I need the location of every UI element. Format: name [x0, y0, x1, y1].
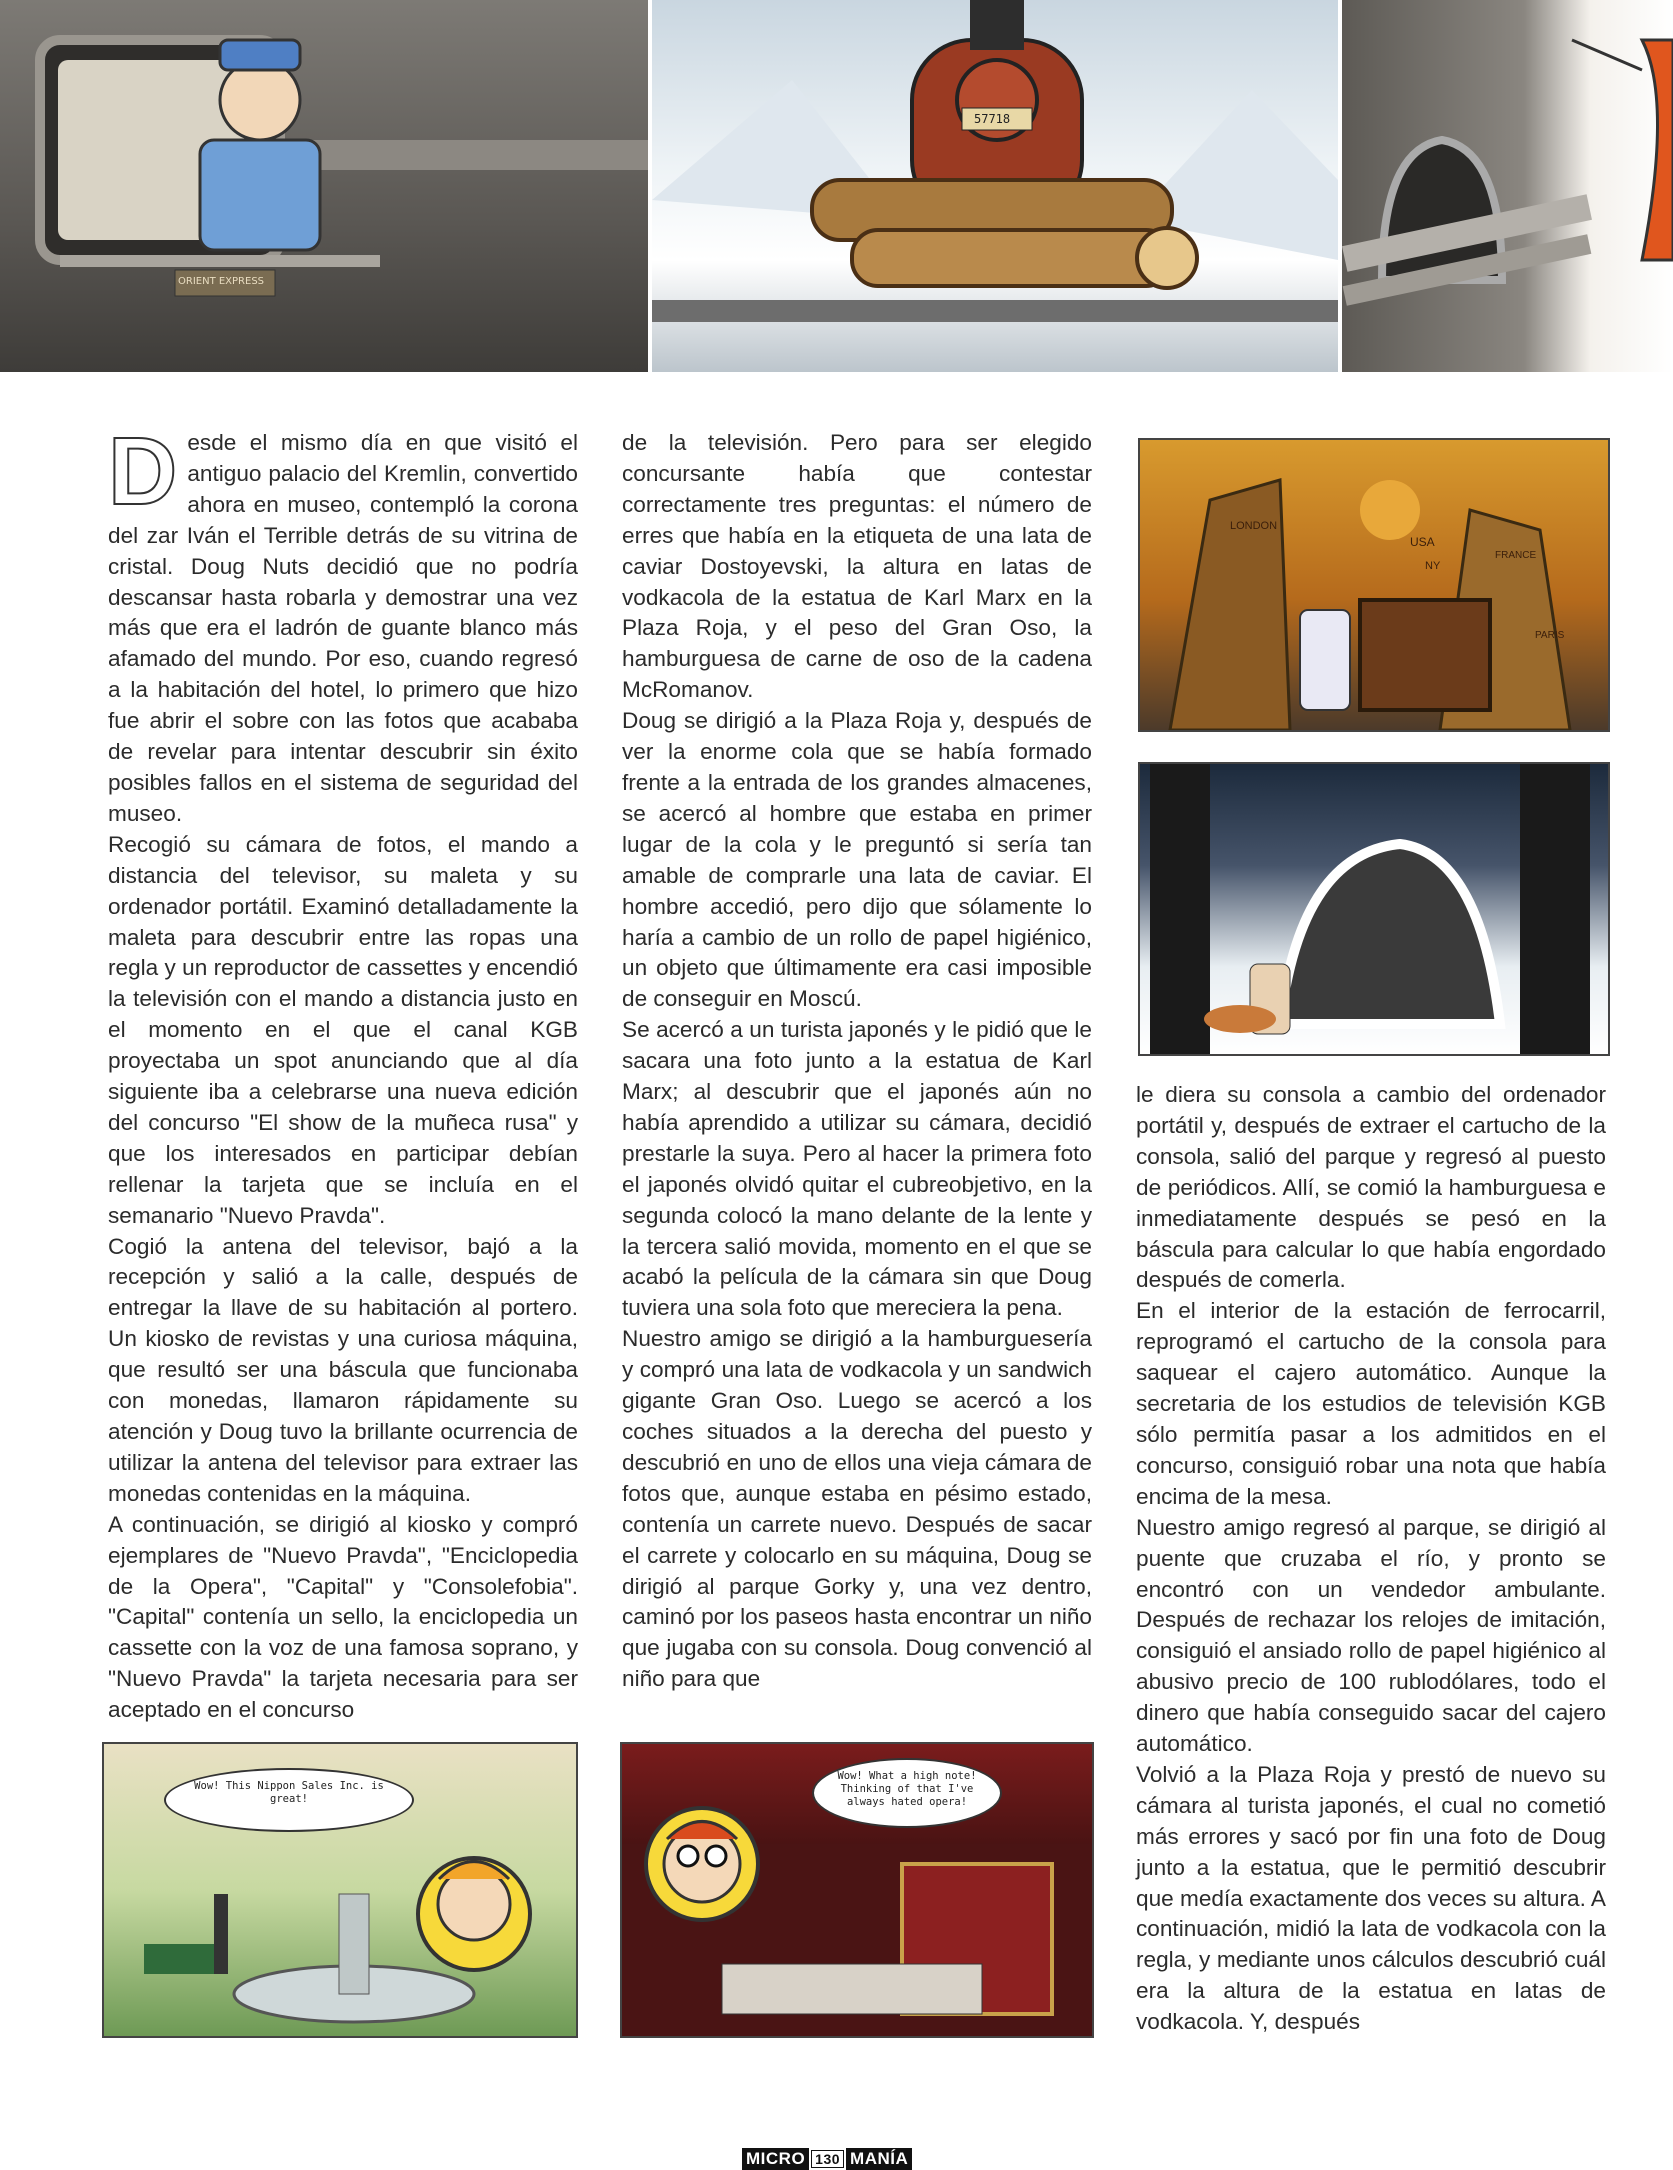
- banner-sign-text: ORIENT EXPRESS: [178, 276, 265, 287]
- footer-magazine-logo: [742, 2148, 912, 2170]
- footer-brand-left: MICRO: [742, 2148, 809, 2170]
- souvenir-scene: [1140, 440, 1608, 730]
- paragraph: Recogió su cámara de fotos, el mando a distancia del televisor, su maleta y su ordenador portátil. Examinó detalladamente la maleta para descubrir entre las ropas una regla y un reproductor de cassettes y encendió la televisión con el mando a distancia justo en el momento en el que el canal KGB proyectaba un spot anunciando que al día siguiente iba a celebrarse una nueva edición del concurso "El show de la muñeca rusa" y que los interesados en participar debían rellenar la tarjeta que se incluía en el semanario "Nuevo Pravda".: [108, 831, 578, 1228]
- paragraph: En el interior de la estación de ferrocarril, reprogramó el cartucho de la consola para saquear el cajero automático. Aunque la secretaria de los estudios de televisión KGB sólo permitía pasar a los admitidos en el concurso, consiguió robar una nota que había encima de la mesa.: [1136, 1298, 1606, 1509]
- paragraph: Doug se dirigió a la Plaza Roja y, después de ver la enorme cola que se había formado frente a la entrada de los grandes almacenes, se acercó al hombre que estaba en primer lugar de la cola y le preguntó si sería tan amable de comprarle una lata de caviar. El hombre accedió, pero dijo que sólamente lo haría a cambio de un rollo de papel higiénico, un objeto que últimamente era casi imposible de conseguir en Moscú.: [622, 708, 1092, 1012]
- snowy-park-scene: [1140, 764, 1608, 1054]
- paragraph: A continuación, se dirigió al kiosko y compró ejemplares de "Nuevo Pravda", "Enciclopedia de la Opera", "Capital" y "Consolefobia". "Capital" contenía un sello, la enciclopedia un cassette con la voz de una famosa soprano, y "Nuevo Pravda" la tarjeta necesaria para ser aceptado en el concurso: [108, 1511, 578, 1723]
- sign-usa: USA: [1410, 535, 1435, 549]
- page-number: 130: [811, 2150, 844, 2168]
- train-window-scene: [1342, 0, 1673, 372]
- sign-france: FRANCE: [1495, 550, 1537, 561]
- banner-train-conductor: [0, 0, 648, 372]
- sign-london: LONDON: [1230, 520, 1278, 532]
- locomotive-number: 57718: [974, 112, 1011, 126]
- screenshot-opera-hall: [620, 1742, 1094, 2038]
- paragraph: Nuestro amigo regresó al parque, se dirigió al puente que cruzaba el río, y pronto se encontró con un vendedor ambulante. Después de rechazar los relojes de imitación, consiguió el ansiado rollo de papel higiénico al abusivo precio de 100 rublodólares, todo el dinero que había conseguido sacar del cajero automático.: [1136, 1514, 1606, 1757]
- screenshot-park-fountain: [102, 1742, 578, 2038]
- article-column-2: [622, 428, 1092, 1695]
- paragraph: de la televisión. Pero para ser elegido concursante había que contestar correctamente tres preguntas: el número de erres que había en la etiqueta de una lata de caviar Dostoyevski, la altura en latas de vodkacola de la estatua de Karl Marx en la Plaza Roja, y el peso del Gran Oso, la hamburguesa de carne de oso de la cadena McRomanov.: [622, 430, 1092, 703]
- paragraph: esde el mismo día en que visitó el antiguo palacio del Kremlin, convertido ahora en museo, contempló la corona del zar Iván el Terrible detrás de su vitrina de cristal. Doug Nuts decidió que no podría descansar hasta robarla y demostrar una vez más que era el ladrón de guante blanco más afamado del mundo. Por eso, cuando regresó a la habitación del hotel, lo primero que hizo fue abrir el sobre con las fotos que acababa de revelar para intentar descubrir sin éxito posibles fallos en el sistema de seguridad del museo.: [108, 430, 578, 826]
- banner-locomotive-logs: [652, 0, 1338, 372]
- paragraph: Nuestro amigo se dirigió a la hamburguesería y compró una lata de vodkacola y un sandwich gigante Gran Oso. Luego se acercó a los coches situados a la derecha del puesto y descubrió en uno de ellos una vieja cámara de fotos que, aunque estaba en pésimo estado, contenía un carrete nuevo. Después de sacar el carrete y colocarlo en su máquina, Doug se dirigió al parque Gorky y, una vez dentro, caminó por los paseos hasta encontrar un niño que jugaba con su consola. Doug convenció al niño para que: [622, 1326, 1092, 1692]
- sign-ny: NY: [1425, 560, 1441, 572]
- footer-brand-right: MANÍA: [846, 2148, 912, 2170]
- locomotive-scene: [652, 0, 1338, 372]
- article-column-1: [108, 418, 578, 1726]
- sign-paris: PARIS: [1535, 630, 1565, 641]
- paragraph: le diera su consola a cambio del ordenador portátil y, después de extraer el cartucho de la consola, salió del parque y regresó al puesto de periódicos. Allí, se comió la hamburguesa e inmediatamente después se pesó en la báscula para calcular lo que había engordado después de comerla.: [1136, 1082, 1606, 1293]
- paragraph: Cogió la antena del televisor, bajó a la recepción y salió a la calle, después de entregar la llave de su habitación al portero. Un kiosko de revistas y una curiosa máquina, que resultó ser una báscula que funcionaba con monedas, llamaron rápidamente su atención y Doug tuvo la brillante ocurrencia de utilizar la antena del televisor para extraer las monedas contenidas en la máquina.: [108, 1233, 578, 1506]
- paragraph: Volvió a la Plaza Roja y prestó de nuevo su cámara al turista japonés, el cual no cometió más errores y sacó por fin una foto de Doug junto a la estatua, que le permitió descubrir que medía exactamente dos veces su altura. A continuación, midió la lata de vodkacola con la regla, y mediante unos cálculos descubrió cuál era la altura de la estatua en latas de vodkacola. Y, después: [1136, 1761, 1606, 2035]
- screenshot-snowy-park: [1138, 762, 1610, 1056]
- drop-cap: D: [108, 418, 178, 525]
- speech-bubble: Wow! What a high note! Thinking of that I've always hated opera!: [812, 1758, 1002, 1828]
- screenshot-souvenir-stand: [1138, 438, 1610, 732]
- conductor-scene: [0, 0, 648, 372]
- article-column-3: [1136, 1080, 1606, 2038]
- paragraph: Se acercó a un turista japonés y le pidió que le sacara una foto junto a la estatua de Karl Marx; al descubrir que el japonés aún no había aprendido a utilizar su cámara, decidió prestarle la suya. Pero al hacer la primera foto el japonés olvidó quitar el cubreobjetivo, en la segunda colocó la mano delante de la lente y la tercera salió movida, momento en el que se acabó la película de la cámara sin que Doug tuviera una sola foto que mereciera la pena.: [622, 1017, 1092, 1321]
- banner-train-window: [1342, 0, 1673, 372]
- top-banner-images: [0, 0, 1673, 372]
- speech-bubble: Wow! This Nippon Sales Inc. is great!: [164, 1768, 414, 1832]
